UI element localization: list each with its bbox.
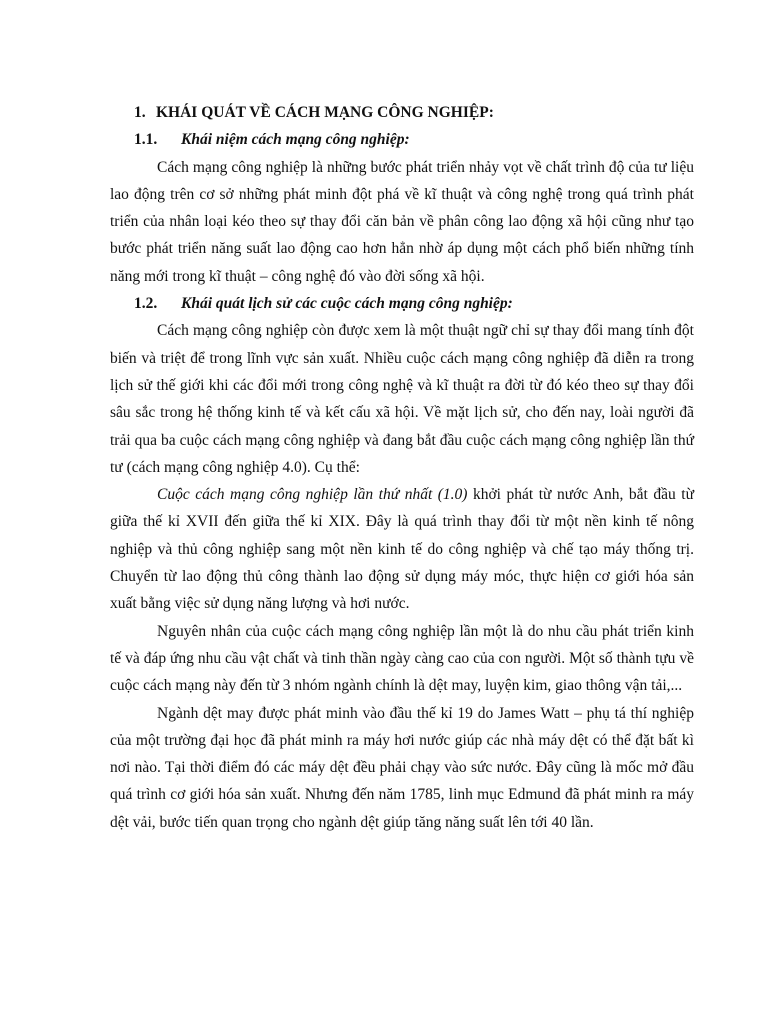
section-1-2-title: Khái quát lịch sử các cuộc cách mạng công nghiệp: bbox=[181, 295, 513, 313]
first-revolution-description: khởi phát từ nước Anh, bắt đầu từ giữa thế kỉ XVII đến giữa thế kỉ XIX. Đây là quá trình thay đổi từ một nền kinh tế nông nghiệp và thủ công nghiệp sang một nền kinh tế do công nghiệp và chế tạo máy thống trị. Chuyển từ lao động thủ công thành lao động sử dụng máy móc, thực hiện cơ giới hóa sản xuất bằng việc sử dụng năng lượng và hơi nước. bbox=[110, 486, 694, 613]
section-1-2-heading bbox=[110, 290, 694, 317]
first-revolution-term: Cuộc cách mạng công nghiệp lần thứ nhất (1.0) bbox=[157, 486, 468, 504]
section-1-1-heading bbox=[110, 126, 694, 153]
section-1-1-number: 1.1. bbox=[134, 131, 158, 149]
section-1-number: 1. bbox=[134, 104, 146, 121]
section-1-2-paragraph-2 bbox=[110, 481, 694, 617]
section-1-title: KHÁI QUÁT VỀ CÁCH MẠNG CÔNG NGHIỆP: bbox=[156, 104, 494, 121]
document-body bbox=[110, 99, 694, 836]
section-1-1-title: Khái niệm cách mạng công nghiệp: bbox=[181, 131, 410, 149]
section-1-heading bbox=[110, 99, 694, 126]
section-1-2-paragraph-1: Cách mạng công nghiệp còn được xem là một thuật ngữ chỉ sự thay đổi mang tính đột biến và triệt để trong lĩnh vực sản xuất. Nhiều cuộc cách mạng công nghiệp đã diễn ra trong lịch sử thế giới khi các đổi mới trong công nghệ và kĩ thuật ra đời từ đó kéo theo sự thay đổi sâu sắc trong hệ thống kinh tế và kết cấu xã hội. Về mặt lịch sử, cho đến nay, loài người đã trải qua ba cuộc cách mạng công nghiệp và đang bắt đầu cuộc cách mạng công nghiệp lần thứ tư (cách mạng công nghiệp 4.0). Cụ thể: bbox=[110, 322, 694, 476]
section-1-2-paragraph-4: Ngành dệt may được phát minh vào đầu thế kỉ 19 do James Watt – phụ tá thí nghiệp của một trường đại học đã phát minh ra máy hơi nước giúp các nhà máy dệt có thể đặt bất kì nơi nào. Tại thời điểm đó các máy dệt đều phải chạy vào sức nước. Đây cũng là mốc mở đầu quá trình cơ giới hóa sản xuất. Nhưng đến năm 1785, linh mục Edmund đã phát minh ra máy dệt vải, bước tiến quan trọng cho ngành dệt giúp tăng năng suất lên tới 40 lần. bbox=[110, 704, 694, 831]
section-1-2-paragraph-3: Nguyên nhân của cuộc cách mạng công nghiệp lần một là do nhu cầu phát triển kinh tế và đáp ứng nhu cầu vật chất và tinh thần ngày càng cao của con người. Một số thành tựu về cuộc cách mạng này đến từ 3 nhóm ngành chính là dệt may, luyện kim, giao thông vận tải,... bbox=[110, 622, 694, 695]
section-1-2-number: 1.2. bbox=[134, 295, 158, 313]
section-1-1-paragraph: Cách mạng công nghiệp là những bước phát triển nhảy vọt về chất trình độ của tư liệu lao động trên cơ sở những phát minh đột phá về kĩ thuật và công nghệ trong quá trình phát triển của nhân loại kéo theo sự thay đổi căn bản về phân công lao động xã hội cũng như tạo bước phát triển năng suất lao động cao hơn hẳn nhờ áp dụng một cách phổ biến những tính năng mới trong kĩ thuật – công nghệ đó vào đời sống xã hội. bbox=[110, 158, 694, 285]
